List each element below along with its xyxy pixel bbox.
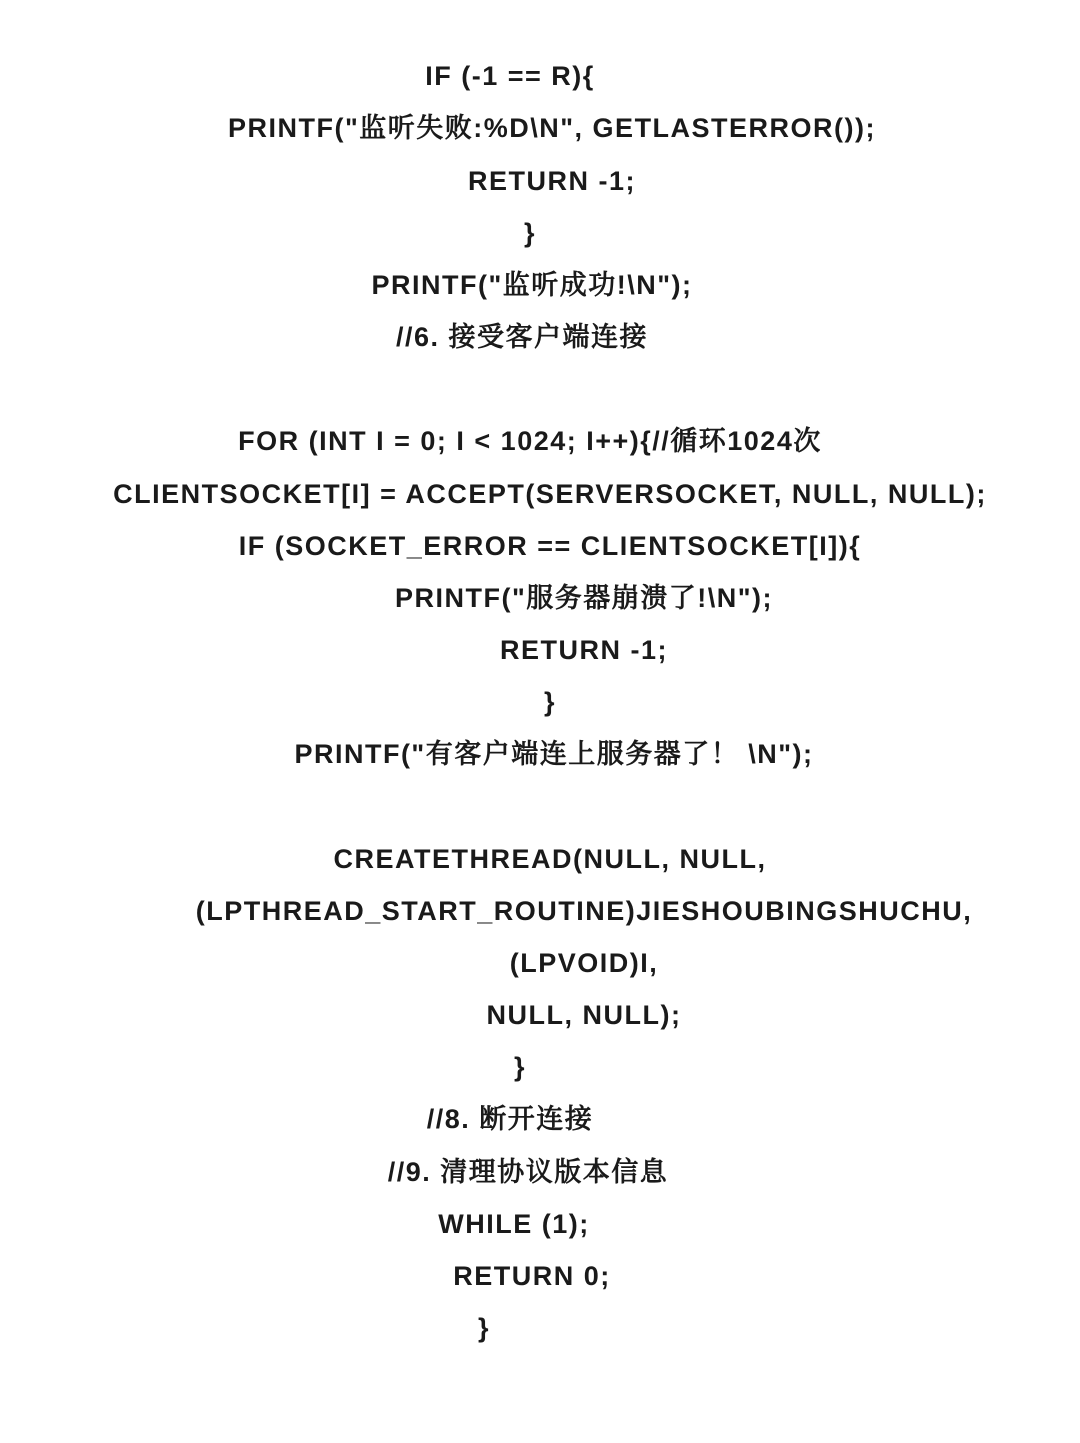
- code-line: }: [543, 687, 556, 717]
- code-line: //9. 清理协议版本信息: [387, 1157, 669, 1187]
- code-line: CLIENTSOCKET[I] = ACCEPT(SERVERSOCKET, NULL, NULL);: [113, 479, 987, 509]
- code-line: RETURN 0;: [453, 1261, 611, 1291]
- code-line: }: [513, 1052, 526, 1082]
- code-line: NULL, NULL);: [486, 1000, 682, 1030]
- code-line: WHILE (1);: [438, 1209, 590, 1239]
- code-line: FOR (INT I = 0; I < 1024; I++){//循环1024次: [238, 426, 822, 456]
- code-line: PRINTF("有客户端连上服务器了！ \N");: [294, 739, 814, 769]
- code-line: IF (SOCKET_ERROR == CLIENTSOCKET[I]){: [238, 531, 862, 561]
- code-line: (LPTHREAD_START_ROUTINE)JIESHOUBINGSHUCHU,: [195, 896, 973, 926]
- code-line: PRINTF("监听失败:%D\N", GETLASTERROR());: [227, 113, 877, 143]
- code-line: }: [523, 218, 536, 248]
- code-line: PRINTF("监听成功!\N");: [371, 270, 693, 300]
- code-line: RETURN -1;: [468, 166, 636, 196]
- code-line: //8. 断开连接: [426, 1104, 594, 1134]
- code-line: //6. 接受客户端连接: [395, 322, 649, 352]
- code-line: IF (-1 == R){: [425, 61, 595, 91]
- code-line: (LPVOID)I,: [509, 948, 659, 978]
- code-line: CREATETHREAD(NULL, NULL,: [333, 844, 767, 874]
- code-line: }: [477, 1313, 490, 1343]
- code-line: PRINTF("服务器崩溃了!\N");: [394, 583, 774, 613]
- code-line: RETURN -1;: [500, 635, 668, 665]
